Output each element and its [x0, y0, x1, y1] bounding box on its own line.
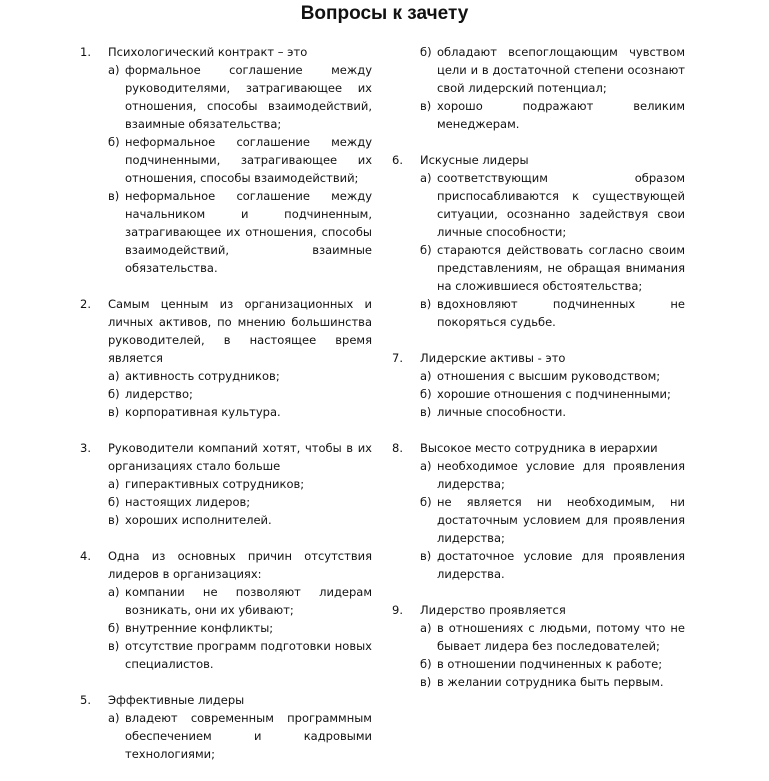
option-letter: в): [420, 549, 432, 563]
answer-option: [108, 133, 372, 187]
option-letter: б): [420, 243, 432, 257]
question-number: 5.: [80, 693, 91, 707]
answer-option: [420, 655, 685, 673]
option-text: компании не позволяют лидерам возникать, они их убивают;: [125, 585, 372, 617]
option-text: активность сотрудников;: [125, 369, 280, 383]
option-letter: в): [108, 513, 120, 527]
question-9: [392, 601, 685, 691]
question-number: 2.: [80, 297, 91, 311]
option-text: лидерство;: [125, 387, 193, 401]
option-letter: в): [420, 297, 432, 311]
option-text: стараются действовать согласно своим представлениям, не обращая внимания на сложившиеся обстоятельства;: [437, 243, 685, 293]
answer-option: [108, 385, 372, 403]
option-text: неформальное соглашение между подчиненными, затрагивающее их отношения, способы взаимодействий;: [125, 135, 372, 185]
left-column: [80, 43, 372, 781]
option-letter: в): [108, 639, 120, 653]
answer-option: [108, 187, 372, 277]
question-number: 8.: [392, 441, 403, 455]
option-letter: а): [108, 63, 120, 77]
answer-option: [420, 493, 685, 547]
option-text: соответствующим образом приспосабливаются к существующей ситуации, осознанно задействуя свои личные способности;: [437, 171, 685, 239]
question-number: 1.: [80, 45, 91, 59]
question-text: Психологический контракт – это: [108, 45, 308, 59]
option-letter: а): [420, 621, 432, 635]
option-letter: б): [420, 387, 432, 401]
option-letter: б): [108, 495, 120, 509]
option-text: личные способности.: [437, 405, 566, 419]
option-text: необходимое условие для проявления лидерства;: [437, 459, 685, 491]
option-letter: б): [108, 387, 120, 401]
option-letter: в): [108, 189, 120, 203]
answer-option: [420, 673, 685, 691]
option-text: формальное соглашение между руководителями, затрагивающее их отношения, способы взаимодействий, взаимные обязательства;: [125, 63, 372, 131]
option-letter: а): [108, 711, 120, 725]
option-letter: в): [420, 405, 432, 419]
option-text: хорошие отношения с подчиненными;: [437, 387, 671, 401]
question-5-continued: [392, 43, 685, 133]
option-text: в отношениях с людьми, потому что не бывает лидера без последователей;: [437, 621, 685, 653]
answer-option: [420, 43, 685, 97]
option-text: достаточное условие для проявления лидерства.: [437, 549, 685, 581]
option-letter: а): [420, 369, 432, 383]
question-8: [392, 439, 685, 583]
question-7: [392, 349, 685, 421]
answer-option: [108, 637, 372, 673]
question-text: Лидерство проявляется: [420, 603, 566, 617]
option-text: в желании сотрудника быть первым.: [437, 675, 664, 689]
question-number: 6.: [392, 153, 403, 167]
answer-option: [420, 547, 685, 583]
question-text: Эффективные лидеры: [108, 693, 245, 707]
answer-option: [420, 403, 685, 421]
question-text: Высокое место сотрудника в иерархии: [420, 441, 658, 455]
option-letter: в): [420, 675, 432, 689]
answer-option: [108, 493, 372, 511]
option-text: настоящих лидеров;: [125, 495, 251, 509]
answer-option: [420, 619, 685, 655]
question-text: Лидерские активы - это: [420, 351, 566, 365]
option-letter: б): [108, 135, 120, 149]
question-number: 3.: [80, 441, 91, 455]
answer-option: [420, 97, 685, 133]
question-text: Одна из основных причин отсутствия лидеров в организациях:: [108, 549, 372, 581]
option-letter: б): [420, 657, 432, 671]
option-text: корпоративная культура.: [125, 405, 281, 419]
option-text: не является ни необходимым, ни достаточным условием для проявления лидерства;: [437, 495, 685, 545]
question-6: [392, 151, 685, 331]
answer-option: [108, 403, 372, 421]
answer-option: [108, 367, 372, 385]
answer-option: [108, 709, 372, 763]
option-letter: б): [420, 495, 432, 509]
question-1: [80, 43, 372, 277]
option-text: хороших исполнителей.: [125, 513, 272, 527]
answer-option: [108, 583, 372, 619]
answer-option: [420, 169, 685, 241]
option-letter: в): [420, 99, 432, 113]
question-3: [80, 439, 372, 529]
answer-option: [420, 241, 685, 295]
answer-option: [420, 295, 685, 331]
option-text: гиперактивных сотрудников;: [125, 477, 305, 491]
page-title: Вопросы к зачету: [300, 3, 469, 24]
question-number: 4.: [80, 549, 91, 563]
option-text: хорошо подражают великим менеджерам.: [437, 99, 685, 131]
option-text: обладают всепоглощающим чувством цели и в достаточной степени осознают свой лидерский потенциал;: [437, 45, 685, 95]
option-text: неформальное соглашение между начальником и подчиненным, затрагивающее их отношения, способы взаимодействий, взаимные обязательства.: [125, 189, 372, 275]
answer-option: [108, 619, 372, 637]
answer-option: [420, 367, 685, 385]
answer-option: [108, 511, 372, 529]
question-5: [80, 691, 372, 763]
option-letter: а): [420, 171, 432, 185]
option-text: отношения с высшим руководством;: [437, 369, 661, 383]
question-4: [80, 547, 372, 673]
question-text: Руководители компаний хотят, чтобы в их организациях стало больше: [108, 441, 372, 473]
question-number: 9.: [392, 603, 403, 617]
option-text: владеют современным программным обеспечением и кадровыми технологиями;: [125, 711, 372, 761]
right-column: [392, 43, 685, 709]
answer-option: [420, 385, 685, 403]
option-letter: а): [108, 585, 120, 599]
option-letter: б): [420, 45, 432, 59]
question-number: 7.: [392, 351, 403, 365]
question-text: Искусные лидеры: [420, 153, 529, 167]
question-2: [80, 295, 372, 421]
answer-option: [108, 61, 372, 133]
question-text: Самым ценным из организационных и личных активов, по мнению большинства руководителей, в настоящее время является: [108, 297, 372, 365]
option-text: в отношении подчиненных к работе;: [437, 657, 663, 671]
option-text: отсутствие программ подготовки новых специалистов.: [125, 639, 372, 671]
answer-option: [420, 457, 685, 493]
option-text: внутренние конфликты;: [125, 621, 274, 635]
option-letter: а): [108, 369, 120, 383]
option-text: вдохновляют подчиненных не покоряться судьбе.: [437, 297, 685, 329]
answer-option: [108, 475, 372, 493]
option-letter: а): [420, 459, 432, 473]
option-letter: а): [108, 477, 120, 491]
option-letter: в): [108, 405, 120, 419]
option-letter: б): [108, 621, 120, 635]
